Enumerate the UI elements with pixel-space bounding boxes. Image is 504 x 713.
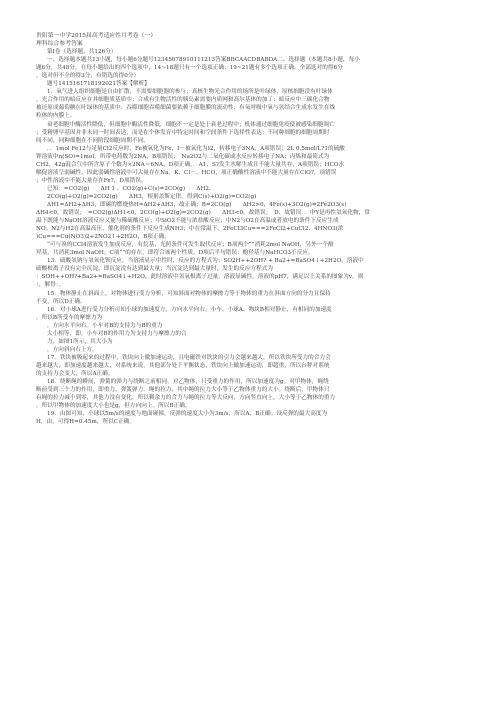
- text-line: 1．氧气进入组织细胞是自由扩散，不需要细胞器的参与；真核生物光合作用的场所是叶绿体，原核细胞没有叶绿体: [47, 89, 333, 96]
- text-line: 15．物体静止在斜面上，对物体进行受力分析，可知斜面对物体的摩擦力等于物体的重力在斜面方向的分力且保持: [47, 290, 331, 297]
- text-line: ：，解得：。: [36, 282, 65, 289]
- text-line: 不变，所以D正确。: [36, 298, 86, 305]
- text-line: H，由，可得H=0.45m，所以C正确。: [36, 419, 136, 426]
- text-line: 温下既能与NaOH溶液反应又能与稀硫酸反应；中SiO2不能与浓盐酸反应；中N2与O2在高温或者放电的条件下反应生成: [36, 218, 339, 225]
- text-line: 有绳的拉力减小到零，其他力没有变化，所以剩余力的合力与绳的拉力等大反向，方向竖直向上，大小等于乙物体的重力: [36, 395, 336, 402]
- text-line: 粒体的内膜上。: [36, 113, 76, 120]
- text-line: ，所以甲物体的加速度大小也是g，但方向向上。所以B正确。: [36, 403, 191, 410]
- document-page: [36, 32, 488, 426]
- text-line: ．．1mol Fe12与足量Cl2反应时，Fe被氧化为Fe，I－被氧化为I2，转移电子3NA，A项错误；2L 0.5mol/L?1的硫酸: [47, 145, 345, 152]
- text-line: 题6分，共48分。在每小题给出的四个选项中，14~18题只有一个选项正确；19~21题有多个选项正确，全部选对的得6分: [36, 65, 343, 72]
- text-line: ；中性溶液中不能大量存在Fe?，D项错误。: [36, 177, 147, 184]
- text-line: 断前受到三个力的作用，即重力、弹簧弹力、绳的拉力，其中绳的拉力大小等于乙物体重力的大小。绕断后，甲物体只: [36, 387, 330, 394]
- text-line: 17．铁块被吸起来的过程中，铁块向上做加速运动，且电磁铁对铁块的引力会越来越大，所以铁块所受力的合力会: [47, 354, 331, 361]
- text-line: NO；N2与H2在高温高压、催化剂的条件下反应生成NH3；中在常温下，2FeCl3Cu===2FeCl2+CuCl2、4HNO3(浓: [36, 226, 344, 233]
- text-line: 18．绕断绳的瞬间，弹簧的弹力与绕断之前相同。对乙物体，只受重力的作用，所以加速度为g。对甲物体，绳绕: [47, 379, 329, 386]
- text-line: ；受精卵早基因并非未同一时间表达，而是在个体发育中特定时间和空间条件下选择性表达；不同种细胞的细胞周期时: [36, 129, 330, 136]
- text-line: ：SOH++OH?+Ba2+=BaSO4↓+H2O，此时溶液中氢氧根离子过量，溶液显碱性，溶液的pH7，满足以上关系的图象为v，则: [36, 274, 364, 281]
- document-subtitle: 理科综合参考答案: [36, 41, 83, 48]
- text-line: ，选对但不全的得3分，有错选的得0分）: [36, 73, 140, 80]
- text-line: 2CO(g)+O2(g)=2CO2(g) ΔH3，根据盖斯定律，得到C(s)+O2(g)=CO2(g): [47, 193, 257, 200]
- text-line: 羟基，共消耗3mol NaOH；C项“”的存在，即符合该两个性质。D项后半句错误：酚羟基与NaHCO3不反应。: [36, 250, 314, 257]
- text-line: ，光合作用的暗反应在其细胞质基质中；合成有生物活性的胰岛素需要内质网和高尔基体的加工；暗反应中三碳化合物: [36, 97, 330, 104]
- text-line: ΔH1=ΔH2+ΔH3，即碳的燃烧热H=ΔH2+ΔH3，故正确；B=2CO(g) ΔH2>0，4Fe(s)+3O2(g)=2Fe2O3(s): [47, 201, 347, 208]
- text-line: 间不同，同种细胞在不同阶段细胞周期不同。: [36, 137, 149, 144]
- text-line: 第Ⅰ卷（选择题，共126分）: [47, 49, 117, 56]
- text-line: 被还原成葡萄糖在叶绿体的基质中；吞噬细胞吞噬细菌要依赖于细胞膜的流动性；有氧呼吸中氧与氢结合生成水发生在线: [36, 105, 336, 112]
- text-line: 一、选择题本题共13小题，每小题6分题号12345678910111213答案BBCAACDBABDA二、选择题（本题共8小题，每小: [47, 57, 360, 64]
- text-line: 13．硫酸氢钠与氢氧化钡反应，当溶液显示中性时，反应的方程式为：SO2H++2OH? + Ba2+=BaSO4↓+2H2O，溶液中: [47, 258, 364, 265]
- text-line: ，所以B所受车的摩擦力为: [36, 314, 103, 321]
- text-line: ，方向水平向右。小车对B的支持力与B的重力: [47, 322, 163, 329]
- text-line: 硫酸根离子没有完全沉淀，即沉淀没有达到最大量；当沉淀达到最大量时，发生的反应方程式为: [36, 266, 274, 273]
- document-title: 贵阳第一中学2015届高考适应性月考卷（一）: [36, 33, 157, 39]
- text-line: ΔH4<0，故错误； =CO2(g)ΔH1<0，2CO(g)+O2(g)=2CO2(g) ΔH3<0，故错误； D、故错误．．中Y是再性氢氧化物，常: [36, 210, 370, 217]
- text-line: 题号1415161718192021答案【解析】: [47, 81, 150, 88]
- text-line: “可与溴的CCl4溶液发生加成反应，有烷基，光照条件可发生取代反应；B项两个“”消耗2mol NaOH，另外一个酚: [47, 242, 334, 249]
- text-line: 大小相等，即。小车对B的作用力为支持力与摩擦力的合: [47, 330, 187, 337]
- text-line: 解促溶液呈弱碱性，因此弱碱性溶液中可大量存在Na、K、Cl－、HCO，项正确酸性溶液中不能大量存在ClO?，项错误: [36, 169, 337, 176]
- text-line: ，方向斜向右上方。: [47, 346, 98, 353]
- text-line: CH2，42g混合气中所含原子个数为×2NA＝6NA，D项正确。．A1、S?发生水解生成且不能大量共存，A项错误；HCO水: [36, 161, 345, 168]
- text-line: )Cu===Cu(NO3)2+2NO2↑+2H2O，B项正确。: [36, 234, 170, 241]
- text-line: 越来越大，即加速度越来越大，对系统来说，其他部分处于平衡状态，铁块向上做加速运动，即超重，所以台秤对系统: [36, 362, 330, 369]
- text-line: 钾溶液中n(SO)=1mol，所带电荷数为2NA，B项错误； Na2O2与二氧化碳或水反应转移电子NA；丙烯和最简式为: [36, 153, 330, 160]
- text-line: 16．对小球A进行受力分析可知小球的加速度方，方向水平向右。小车、小球A、物块B相对静止，有相同的加速度: [47, 306, 332, 313]
- text-line: 衰老细胞中酶活性降低，但细胞中酶活性降低，细胞不一定是处于衰老过程中；机体通过细胞免疫使被感染细胞凋亡: [47, 121, 335, 128]
- text-line: 已知：=CO2(g) ΔH 1 、CO2(g)+C(s)=2CO(g) ΔH2、: [47, 185, 215, 192]
- text-line: 19．由图可知，小球以5m/s的速度与地面碰撞，反弹的速度大小为3m/s，所以A、B正确；设反弹的最大高度为: [47, 411, 328, 418]
- text-line: 的支持力会变大，所以A正确。: [36, 370, 114, 377]
- text-line: 力，如图1所示，其大小为: [47, 338, 113, 345]
